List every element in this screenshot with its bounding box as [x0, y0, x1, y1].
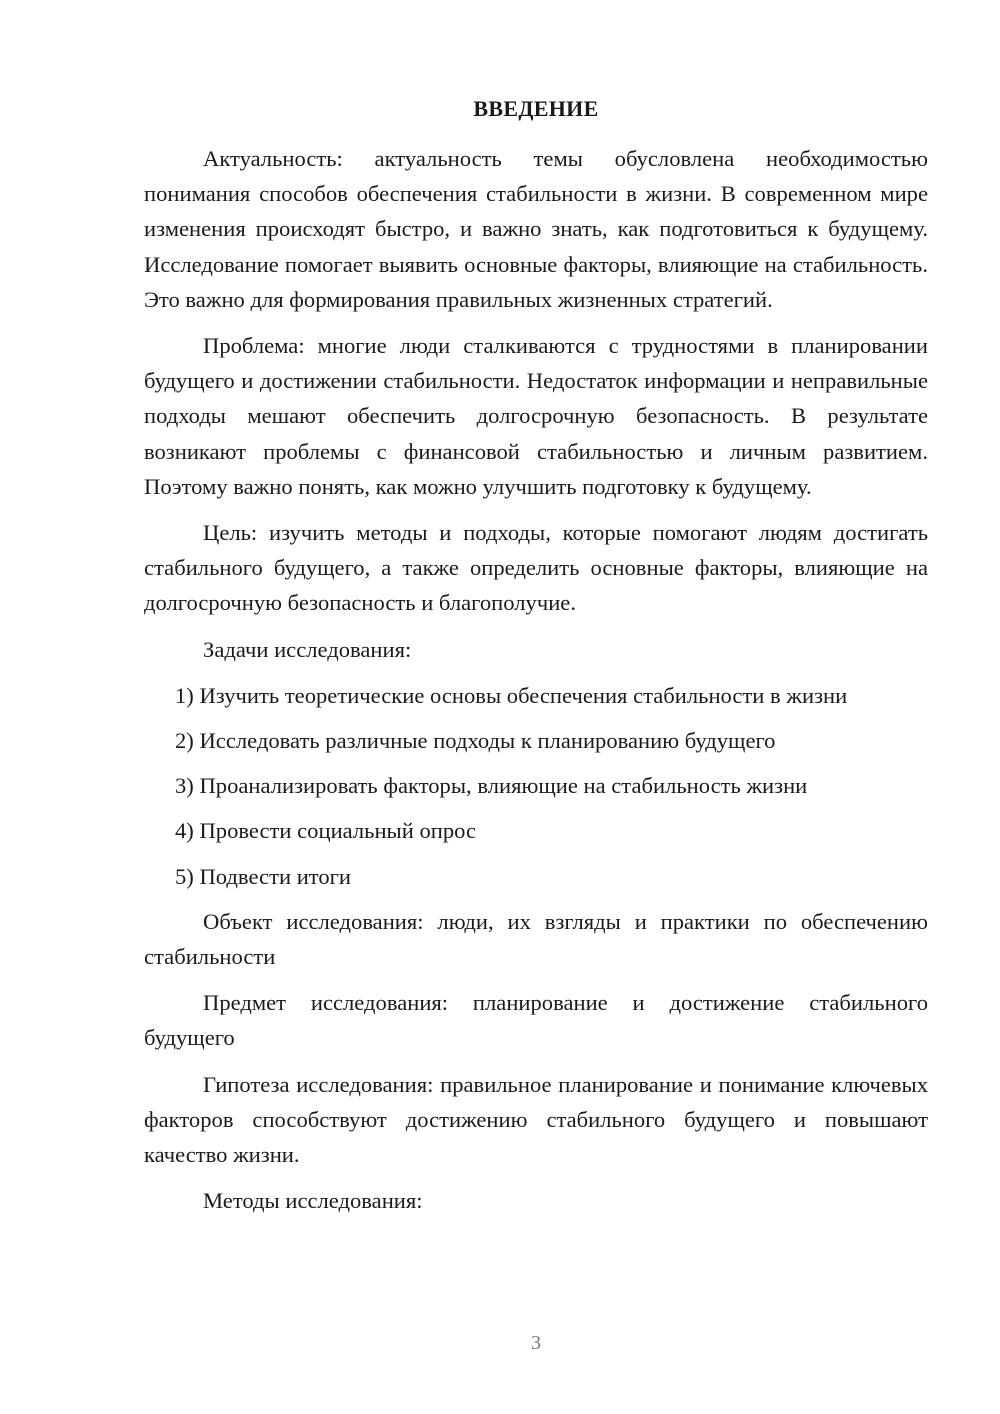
paragraph-object: Объект исследования: люди, их взгляды и практики по обеспечению стабильности: [144, 908, 928, 970]
tasks-heading: Задачи исследования:: [203, 636, 412, 662]
list-item: 5) Подвести итоги: [175, 863, 352, 889]
document-body: [144, 141, 928, 1229]
paragraph-goal: Цель: изучить методы и подходы, которые помогают людям достигать стабильного будущего, а также определить основные факторы, влияющие на долгосрочную безопасность и благополучие.: [144, 520, 928, 616]
page-number: 3: [531, 1332, 541, 1354]
page-title: ВВЕДЕНИЕ: [473, 96, 599, 121]
list-item: 2) Исследовать различные подходы к планированию будущего: [175, 728, 776, 754]
list-item: 1) Изучить теоретические основы обеспечения стабильности в жизни: [175, 682, 848, 708]
tasks-list: [144, 678, 928, 894]
methods-heading: Методы исследования:: [203, 1188, 423, 1214]
paragraph-relevance: Актуальность: актуальность темы обусловлена необходимостью понимания способов обеспечения стабильности в жизни. В современном мире изменения происходят быстро, и важно знать, как подготовиться к будущему. Исследование помогает выявить основные факторы, влияющие на стабильность. Это важно для формирования правильных жизненных стратегий.: [144, 146, 928, 312]
list-item: 3) Проанализировать факторы, влияющие на стабильность жизни: [175, 773, 808, 799]
paragraph-problem: Проблема: многие люди сталкиваются с трудностями в планировании будущего и достижении стабильности. Недостаток информации и неправильные подходы мешают обеспечить долгосрочную безопасность. В результате возникают проблемы с финансовой стабильностью и личным развитием. Поэтому важно понять, как можно улучшить подготовку к будущему.: [144, 333, 928, 499]
list-item: 4) Провести социальный опрос: [175, 818, 477, 844]
paragraph-hypothesis: Гипотеза исследования: правильное планирование и понимание ключевых факторов способствуют достижению стабильного будущего и повышают качество жизни.: [144, 1071, 928, 1168]
paragraph-subject: Предмет исследования: планирование и достижение стабильного будущего: [144, 990, 928, 1051]
